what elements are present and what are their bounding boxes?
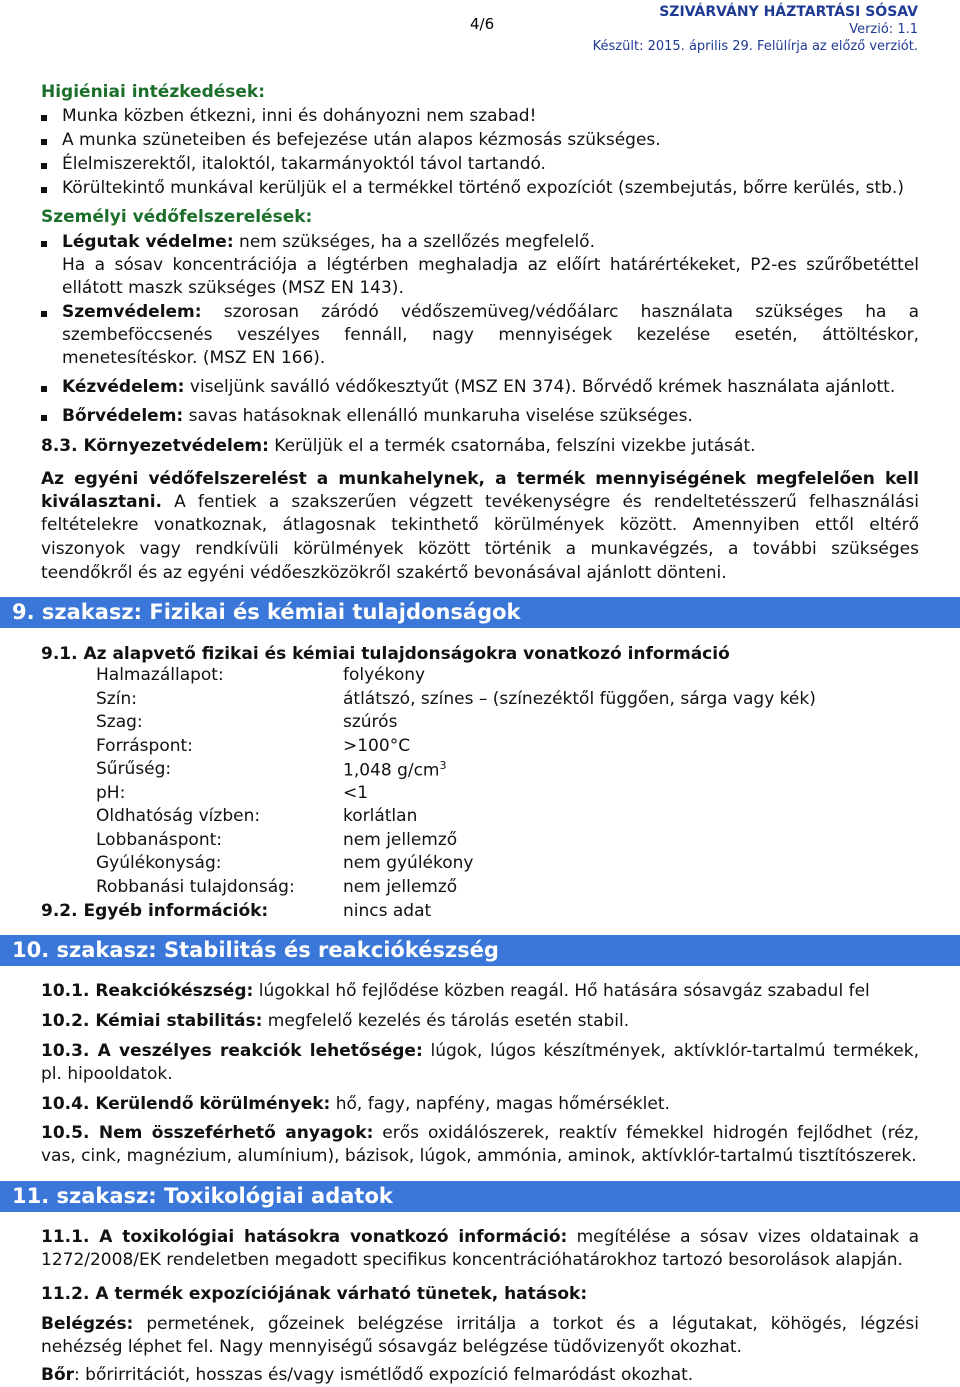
- hand-protection: [62, 376, 895, 398]
- ppe-choice-line: [41, 491, 919, 513]
- density-value: 1,048 g/cm: [343, 760, 440, 781]
- ppe-choice-bold: kiválasztani.: [41, 492, 162, 512]
- toxicology-text: megítélése a sósav vizes oldatainak a: [567, 1227, 919, 1247]
- chemical-stability: [41, 1010, 629, 1032]
- eye-line: szembeföccsenés veszélyes fennáll, nagy mennyiségek kezelése esetén, áttöltéskor,: [62, 325, 919, 345]
- ppe-choice-line: viszonyok vagy rendkívüli körülmények között történik a munkavégzés, a további szükséges: [41, 539, 919, 559]
- environment-protection: [41, 435, 756, 457]
- hazardous-reactions-line: pl. hipooldatok.: [41, 1064, 173, 1084]
- property-value: korlátlan: [343, 806, 418, 826]
- eye-text: szorosan záródó védőszemüveg/védőálarc használata szükséges ha a: [201, 302, 919, 322]
- toxicology-info: [41, 1226, 919, 1248]
- subsection-9-1: 9.1. Az alapvető fizikai és kémiai tulajdonságokra vonatkozó információ: [41, 644, 730, 664]
- hazardous-reactions: [41, 1040, 919, 1062]
- skin-protection: [62, 405, 693, 427]
- incompatible-text: erős oxidálószerek, reaktív fémekkel hidrogén fejlődhet (réz,: [373, 1123, 919, 1143]
- property-value: átlátszó, színes – (színezéktől függően, sárga vagy kék): [343, 689, 816, 709]
- hygiene-item: Élelmiszerektől, italoktól, takarmányoktól távol tartandó.: [62, 154, 546, 174]
- property-name: Szag:: [96, 712, 143, 732]
- hazardous-reactions-text: lúgok, lúgos készítmények, aktívklór-tartalmú termékek,: [422, 1041, 919, 1061]
- property-name: Forráspont:: [96, 736, 193, 756]
- property-name: Sűrűség:: [96, 759, 172, 779]
- stability-text: megfelelő kezelés és tárolás esetén stabil.: [262, 1011, 630, 1031]
- property-name: Lobbanáspont:: [96, 830, 222, 850]
- property-value: [343, 759, 447, 781]
- hand-text: viseljünk saválló védőkesztyűt (MSZ EN 374). Bőrvédő krémek használata ajánlott.: [184, 377, 896, 397]
- respiratory-label: Légutak védelme:: [62, 232, 234, 252]
- property-name: Oldhatóság vízben:: [96, 806, 261, 826]
- eye-line: menetesítéskor. (MSZ EN 166).: [62, 348, 326, 368]
- property-name: pH:: [96, 783, 126, 803]
- respiratory-text: nem szükséges, ha a szellőzés megfelelő.: [233, 232, 595, 252]
- subsection-9-2: 9.2. Egyéb információk:: [41, 901, 269, 921]
- respiratory-line: Ha a sósav koncentrációja a légtérben meghaladja az előírt határértékeket, P2-es szűrőbetéttel: [62, 255, 919, 275]
- skin-effects-text: : bőrirritációt, hosszas és/vagy ismétlődő expozíció felmaródást okozhat.: [74, 1365, 694, 1385]
- hand-label: Kézvédelem:: [62, 377, 185, 397]
- hazardous-reactions-label: 10.3. A veszélyes reakciók lehetősége:: [41, 1041, 423, 1061]
- hygiene-item: A munka szüneteiben és befejezése után alapos kézmosás szükséges.: [62, 130, 661, 150]
- inhalation-text: permetének, gőzeinek belégzése irritálja a torkot és a légutakat, köhögés, légzési: [133, 1314, 919, 1334]
- property-name: Szín:: [96, 689, 137, 709]
- subsection-11-2: 11.2. A termék expozíciójának várható tünetek, hatások:: [41, 1284, 588, 1304]
- skin-effects-label: Bőr: [41, 1365, 75, 1385]
- property-value: nem jellemző: [343, 830, 458, 850]
- hygiene-title: Higiéniai intézkedések:: [41, 82, 266, 102]
- property-value: <1: [343, 783, 369, 803]
- property-value: nem gyúlékony: [343, 853, 474, 873]
- document-header: [593, 4, 918, 55]
- respiratory-protection: [62, 231, 595, 253]
- environment-label: 8.3. Környezetvédelem:: [41, 436, 269, 456]
- incompatible-label: 10.5. Nem összeférhető anyagok:: [41, 1123, 374, 1143]
- property-value: folyékony: [343, 665, 426, 685]
- density-exponent: 3: [439, 759, 447, 772]
- reactivity-text: lúgokkal hő fejlődése közben reagál. Hő hatására sósavgáz szabadul fel: [253, 981, 870, 1001]
- property-name: Robbanási tulajdonság:: [96, 877, 295, 897]
- ppe-choice-line: feltételekre vonatkoznak, átlagosnak tekinthető körülmények között. Amennyiben ettől eltérő: [41, 515, 919, 535]
- inhalation-line: nehézség léphet fel. Nagy mennyiségű sósavgáz belégzése tüdővizenyőt okozhat.: [41, 1337, 742, 1357]
- eye-protection: [62, 301, 919, 323]
- other-info-value: nincs adat: [343, 901, 432, 921]
- reactivity-label: 10.1. Reakciókészség:: [41, 981, 254, 1001]
- eye-label: Szemvédelem:: [62, 302, 202, 322]
- hygiene-item: Körültekintő munkával kerüljük el a termékkel történő expozíciót (szembejutás, bőrre kerülés, stb.): [62, 178, 904, 198]
- section-10-heading: 10. szakasz: Stabilitás és reakciókészség: [0, 935, 960, 966]
- reactivity: [41, 980, 870, 1002]
- version-label: Verzió: 1.1: [849, 22, 918, 37]
- toxicology-line: 1272/2008/EK rendeletben megadott specifikus koncentrációhatárokhoz tartozó besorolások alapján.: [41, 1250, 903, 1270]
- respiratory-line: ellátott maszk szükséges (MSZ EN 143).: [62, 278, 404, 298]
- conditions-text: hő, fagy, napfény, magas hőmérséklet.: [330, 1094, 670, 1114]
- inhalation-label: Belégzés:: [41, 1314, 134, 1334]
- skin-effects: [41, 1364, 693, 1386]
- property-name: Gyúlékonyság:: [96, 853, 222, 873]
- skin-label: Bőrvédelem:: [62, 406, 184, 426]
- property-value: szúrós: [343, 712, 398, 732]
- ppe-title: Személyi védőfelszerelések:: [41, 207, 313, 227]
- environment-text: Kerüljük el a termék csatornába, felszíni vizekbe jutását.: [268, 436, 756, 456]
- incompatible-line: vas, cink, magnézium, alumínium), bázisok, lúgok, ammónia, aminok, aktívklór-tartalmú tisztítószerek.: [41, 1146, 917, 1166]
- date-label: Készült: 2015. április 29. Felülírja az előző verziót.: [592, 39, 918, 54]
- conditions-to-avoid: [41, 1093, 670, 1115]
- toxicology-label: 11.1. A toxikológiai hatásokra vonatkozó információ:: [41, 1227, 568, 1247]
- property-name: Halmazállapot:: [96, 665, 224, 685]
- ppe-choice-heading: Az egyéni védőfelszerelést a munkahelynek, a termék mennyiségének megfelelően kell: [41, 469, 919, 489]
- property-value: >100°C: [343, 736, 411, 756]
- product-name: SZIVÁRVÁNY HÁZTARTÁSI SÓSAV: [659, 4, 918, 20]
- inhalation: [41, 1313, 919, 1335]
- ppe-choice-text: A fentiek a szakszerűen végzett tevékenységre és rendeltetésszerű felhasználási: [161, 492, 919, 512]
- section-9-heading: 9. szakasz: Fizikai és kémiai tulajdonságok: [0, 597, 960, 628]
- incompatible-materials: [41, 1122, 919, 1144]
- stability-label: 10.2. Kémiai stabilitás:: [41, 1011, 263, 1031]
- ppe-choice-line: teendőkről és az egyéni védőeszközökről szakértő bevonásával ajánlott dönteni.: [41, 563, 727, 583]
- conditions-label: 10.4. Kerülendő körülmények:: [41, 1094, 331, 1114]
- page-number: 4/6: [470, 15, 495, 33]
- hygiene-item: Munka közben étkezni, inni és dohányozni nem szabad!: [62, 106, 537, 126]
- skin-text: savas hatásoknak ellenálló munkaruha viselése szükséges.: [183, 406, 693, 426]
- section-11-heading: 11. szakasz: Toxikológiai adatok: [0, 1181, 960, 1212]
- property-value: nem jellemző: [343, 877, 458, 897]
